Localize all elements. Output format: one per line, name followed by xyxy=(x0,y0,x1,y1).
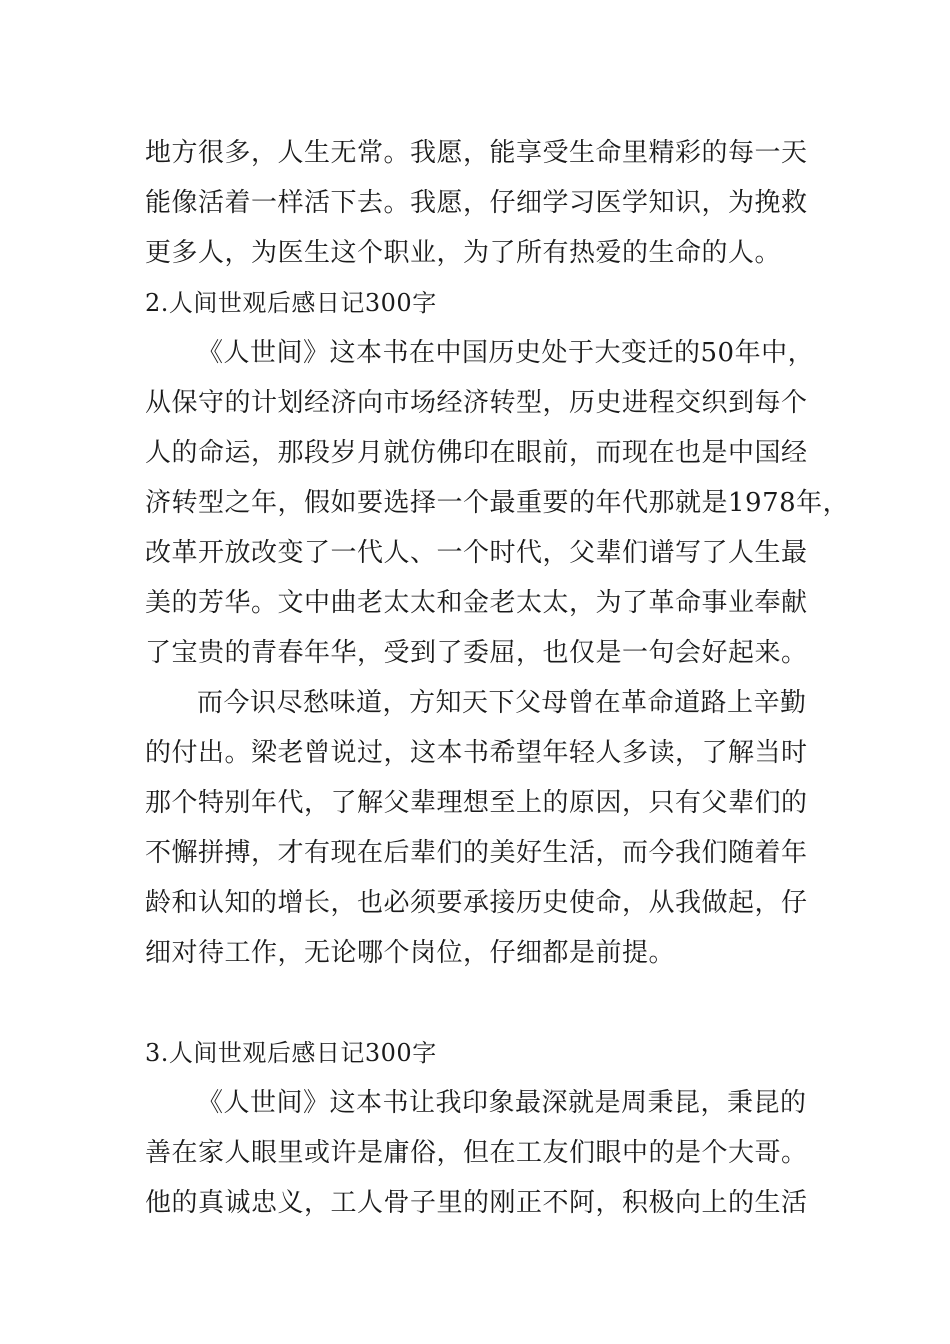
text-line: 济转型之年，假如要选择一个最重要的年代那就是1978年， xyxy=(145,488,850,518)
text-line: 了宝贵的青春年华，受到了委屈，也仅是一句会好起来。 xyxy=(145,638,808,668)
text-line: 《人世间》这本书让我印象最深就是周秉昆，秉昆的 xyxy=(197,1088,807,1118)
paragraph xyxy=(145,678,825,978)
text-line: 龄和认知的增长，也必须要承接历史使命，从我做起，仔 xyxy=(145,888,808,918)
paragraph xyxy=(145,328,850,678)
section-1-tail xyxy=(145,128,825,278)
section-2 xyxy=(145,278,850,978)
blank-line xyxy=(145,978,825,1028)
text-line: 细对待工作，无论哪个岗位，仔细都是前提。 xyxy=(145,938,676,968)
document-body xyxy=(145,128,850,1228)
text-line: 改革开放改变了一代人、一个时代，父辈们谱写了人生最 xyxy=(145,538,808,568)
text-line: 不懈拼搏，才有现在后辈们的美好生活，而今我们随着年 xyxy=(145,838,808,868)
text-line: 他的真诚忠义，工人骨子里的刚正不阿，积极向上的生活 xyxy=(145,1188,808,1218)
text-line: 更多人，为医生这个职业，为了所有热爱的生命的人。 xyxy=(145,238,782,268)
section-3 xyxy=(145,1028,825,1228)
text-line: 人的命运，那段岁月就仿佛印在眼前，而现在也是中国经 xyxy=(145,438,808,468)
section-heading: 2.人间世观后感日记300字 xyxy=(145,289,437,317)
paragraph xyxy=(145,1078,825,1228)
text-line: 而今识尽愁味道，方知天下父母曾在革命道路上辛勤 xyxy=(197,688,807,718)
text-line: 《人世间》这本书在中国历史处于大变迁的50年中， xyxy=(197,338,815,368)
text-line: 美的芳华。文中曲老太太和金老太太，为了革命事业奉献 xyxy=(145,588,808,618)
text-line: 地方很多，人生无常。我愿，能享受生命里精彩的每一天 xyxy=(145,138,808,168)
text-line: 善在家人眼里或许是庸俗，但在工友们眼中的是个大哥。 xyxy=(145,1138,808,1168)
section-heading: 3.人间世观后感日记300字 xyxy=(145,1039,437,1067)
text-line: 那个特别年代，了解父辈理想至上的原因，只有父辈们的 xyxy=(145,788,808,818)
text-line: 从保守的计划经济向市场经济转型，历史进程交织到每个 xyxy=(145,388,808,418)
text-line: 能像活着一样活下去。我愿，仔细学习医学知识，为挽救 xyxy=(145,188,808,218)
text-line: 的付出。梁老曾说过，这本书希望年轻人多读，了解当时 xyxy=(145,738,808,768)
